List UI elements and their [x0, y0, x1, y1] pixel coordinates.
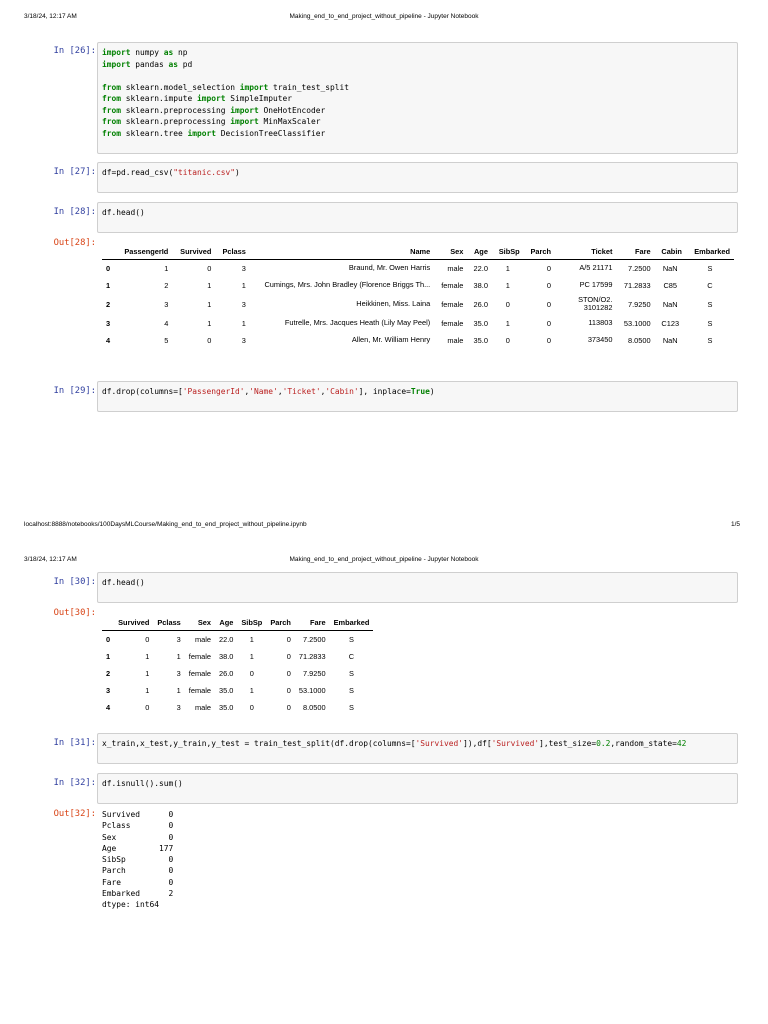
code-cell-32[interactable] — [97, 773, 738, 804]
code-token: 'PassengerId' — [182, 387, 245, 396]
code-token: df.drop(columns=[ — [102, 387, 183, 396]
table-cell: female — [441, 299, 464, 309]
column-header: SibSp — [492, 244, 524, 260]
table-cell: 0 — [145, 634, 150, 644]
column-header: Sex — [185, 615, 215, 631]
print-datetime: 3/18/24, 12:17 AM — [24, 13, 77, 20]
code-token: OneHotEncoder — [258, 105, 326, 115]
code-token: , — [244, 387, 250, 396]
table-cell: S — [349, 702, 354, 712]
code-cell-26[interactable] — [97, 42, 738, 154]
table-cell: 1 — [176, 651, 181, 661]
table-cell: male — [447, 263, 464, 273]
table-cell: 0 — [286, 702, 291, 712]
table-cell: 0 — [249, 668, 254, 678]
code-token: DecisionTreeClassifier — [216, 128, 326, 138]
table-cell: 1 — [207, 280, 212, 290]
code-token: df.head() — [102, 208, 145, 217]
table-cell: 0 — [286, 651, 291, 661]
table-cell: female — [441, 318, 464, 328]
code-token: as — [168, 59, 179, 69]
table-cell: 1 — [145, 651, 150, 661]
code-token: import — [239, 82, 269, 92]
code-token: from — [102, 94, 122, 103]
table-cell: 38.0 — [218, 651, 234, 661]
table-cell: 0 — [505, 299, 510, 309]
code-cell-30[interactable] — [97, 572, 738, 603]
table-cell: S — [707, 263, 713, 273]
column-header: Age — [215, 615, 237, 631]
cell-32-out-prompt: Out[32]: — [53, 809, 96, 819]
table-cell: 0 — [286, 634, 291, 644]
cell-30-in-prompt: In [30]: — [53, 577, 96, 587]
table-cell: female — [188, 651, 211, 661]
cell-26-in-prompt: In [26]: — [53, 46, 96, 56]
code-token: "titanic.csv" — [173, 168, 236, 177]
code-token: from — [102, 82, 122, 92]
table-cell: NaN — [662, 263, 678, 273]
code-token: as — [163, 48, 174, 57]
code-line — [102, 82, 733, 94]
table-cell: A/5 21171 — [579, 263, 613, 272]
table-cell: 0 — [546, 280, 552, 290]
cell-29-in-prompt: In [29]: — [53, 386, 96, 396]
cell-32-in-prompt: In [32]: — [53, 778, 96, 788]
code-token: df.isnull().sum() — [102, 779, 183, 788]
table-cell: 1 — [505, 318, 510, 328]
table-cell: 0 — [207, 335, 212, 345]
row-index: 1 — [106, 280, 111, 290]
table-cell: 26.0 — [473, 299, 488, 309]
table-header-row — [102, 615, 373, 631]
cell-27-in-prompt: In [27]: — [53, 167, 96, 177]
row-index: 3 — [106, 685, 111, 695]
code-line — [102, 738, 733, 750]
print-footer-url: localhost:8888/notebooks/100DaysMLCourse/Making_end_to_end_project_without_pipeline.ipynb — [24, 521, 307, 528]
code-token: ) — [235, 168, 240, 177]
table-cell: C85 — [663, 280, 678, 290]
table-cell: male — [194, 702, 211, 712]
table-row — [102, 631, 373, 648]
code-token: from — [102, 105, 122, 115]
table-cell: 8.0500 — [627, 335, 651, 345]
row-index: 0 — [106, 634, 111, 644]
table-row — [102, 682, 373, 699]
table-cell: 5 — [164, 335, 169, 345]
table-row — [102, 260, 734, 277]
table-cell: 1 — [505, 280, 510, 290]
code-token: import — [230, 105, 259, 115]
code-line — [102, 167, 733, 179]
code-line — [102, 207, 733, 219]
table-cell: 0 — [546, 263, 552, 273]
table-cell: 1 — [505, 263, 510, 273]
code-token: numpy — [130, 48, 164, 57]
row-index: 4 — [106, 335, 111, 345]
code-line — [102, 778, 733, 790]
code-line — [102, 47, 733, 59]
code-token: import — [197, 94, 226, 103]
table-cell: 7.9250 — [302, 668, 326, 678]
dataframe-table-28 — [102, 244, 734, 349]
code-token: import — [102, 59, 131, 69]
table-cell: C — [707, 280, 713, 290]
table-cell: 0 — [546, 335, 552, 345]
code-token: 'Name' — [249, 387, 278, 396]
table-row — [102, 699, 373, 716]
table-cell: NaN — [662, 335, 678, 345]
table-cell: 35.0 — [473, 318, 488, 328]
table-cell: 1 — [207, 299, 212, 309]
code-line — [102, 59, 733, 71]
table-cell: NaN — [662, 299, 678, 309]
code-token: from — [102, 117, 122, 126]
table-cell: 8.0500 — [302, 702, 326, 712]
code-token: sklearn.model_selection — [121, 82, 240, 92]
code-line — [102, 386, 733, 398]
table-cell: 22.0 — [218, 634, 234, 644]
table-cell: 38.0 — [473, 280, 488, 290]
table-cell: 3 — [241, 335, 246, 345]
table-cell: S — [707, 335, 713, 345]
table-cell: female — [441, 280, 464, 290]
row-index: 1 — [106, 651, 111, 661]
code-token: sklearn.preprocessing — [121, 105, 231, 115]
table-cell: S — [349, 634, 354, 644]
table-cell: 0 — [145, 702, 150, 712]
cell-31-in-prompt: In [31]: — [53, 738, 96, 748]
code-token: df.head() — [102, 578, 145, 587]
table-cell: 1 — [249, 685, 254, 695]
column-header: Fare — [295, 615, 330, 631]
table-cell: 3 — [176, 668, 181, 678]
column-header — [102, 244, 115, 260]
isnull-sum-output: Survived 0 Pclass 0 Sex 0 Age 177 SibSp 0 Parch 0 Fare 0 Embarked 2 dtype: int64 — [102, 810, 174, 910]
table-cell: S — [349, 668, 354, 678]
table-row — [102, 665, 373, 682]
code-token: np — [173, 48, 188, 57]
table-cell: 7.9250 — [627, 299, 651, 309]
column-header: Fare — [616, 244, 654, 260]
table-cell: PC 17599 — [579, 279, 613, 289]
table-cell: 0 — [286, 685, 291, 695]
code-token: from — [102, 128, 122, 138]
code-token: import — [187, 128, 217, 138]
code-cell-31[interactable] — [97, 733, 738, 764]
table-cell: 35.0 — [473, 335, 488, 345]
column-header: Ticket — [555, 244, 616, 260]
code-line — [102, 577, 733, 589]
table-cell: male — [447, 335, 464, 345]
code-token: 0.2 — [596, 739, 611, 748]
column-header: Name — [250, 244, 434, 260]
table-cell: Braund, Mr. Owen Harris — [348, 263, 431, 272]
table-cell: Allen, Mr. William Henry — [351, 334, 431, 344]
table-cell: 1 — [249, 634, 254, 644]
code-token: 'Cabin' — [325, 387, 359, 396]
column-header: Parch — [524, 244, 555, 260]
table-cell: 1 — [145, 668, 150, 678]
table-cell: S — [707, 299, 713, 309]
column-header: SibSp — [237, 615, 266, 631]
dataframe-table-30 — [102, 615, 373, 716]
table-cell: 7.2500 — [627, 263, 651, 273]
column-header: Embarked — [330, 615, 374, 631]
table-cell: 3 — [176, 634, 181, 644]
code-token: import — [230, 117, 259, 126]
row-index: 2 — [106, 668, 111, 678]
code-line — [102, 105, 733, 117]
cell-28-in-prompt: In [28]: — [53, 207, 96, 217]
table-cell: 1 — [176, 685, 181, 695]
table-cell: 1 — [249, 651, 254, 661]
code-token: ) — [429, 387, 435, 396]
code-token: , — [320, 387, 326, 396]
table-cell: 1 — [241, 318, 246, 328]
table-cell: 373450 — [587, 334, 613, 344]
table-cell: 2 — [164, 280, 169, 290]
code-token: ]),df[ — [463, 739, 492, 748]
table-cell: 0 — [207, 263, 212, 273]
table-cell: Heikkinen, Miss. Laina — [356, 298, 431, 308]
table-cell: Cumings, Mrs. John Bradley (Florence Briggs Th... — [264, 279, 431, 289]
column-header: Parch — [266, 615, 295, 631]
table-cell: female — [188, 668, 211, 678]
code-token: train_test_split — [268, 82, 350, 92]
table-cell: 3 — [241, 263, 246, 273]
code-token: pd — [178, 59, 193, 69]
code-token: sklearn.impute — [121, 94, 198, 103]
code-line — [102, 128, 733, 140]
table-cell: 1 — [207, 318, 212, 328]
column-header: Survived — [114, 615, 153, 631]
code-token: True — [410, 387, 430, 396]
table-cell: S — [707, 318, 713, 328]
column-header: Pclass — [153, 615, 184, 631]
print-datetime-page2: 3/18/24, 12:17 AM — [24, 556, 77, 563]
table-cell: 4 — [164, 318, 169, 328]
table-row — [102, 332, 734, 349]
code-line — [102, 70, 733, 82]
column-header: Cabin — [655, 244, 686, 260]
code-token: x_train,x_test,y_train,y_test = train_test_split(df.drop(columns=[ — [102, 739, 416, 748]
table-cell: 53.1000 — [298, 685, 326, 695]
code-token: MinMaxScaler — [258, 117, 321, 126]
table-cell: 71.2833 — [298, 651, 326, 661]
column-header: Survived — [172, 244, 215, 260]
table-cell: S — [349, 685, 354, 695]
code-token: df=pd.read_csv( — [102, 168, 174, 177]
code-token: ],test_size= — [539, 739, 597, 748]
code-token: sklearn.tree — [121, 128, 188, 138]
code-token: , — [277, 387, 283, 396]
code-cell-29[interactable] — [97, 381, 738, 412]
table-row — [102, 294, 734, 315]
row-index: 0 — [106, 263, 111, 273]
table-cell: female — [188, 685, 211, 695]
table-cell: 71.2833 — [623, 280, 651, 290]
code-token: SimpleImputer — [225, 94, 293, 103]
column-header — [102, 615, 114, 631]
table-header-row — [102, 244, 734, 260]
row-index: 2 — [106, 299, 111, 309]
table-cell: 3 — [176, 702, 181, 712]
row-index: 3 — [106, 318, 111, 328]
table-cell: 53.1000 — [623, 318, 651, 328]
code-token: 'Ticket' — [282, 387, 321, 396]
table-cell: 0 — [546, 299, 552, 309]
code-token: pandas — [130, 59, 169, 69]
print-title: Making_end_to_end_project_without_pipeline - Jupyter Notebook — [289, 13, 479, 20]
cell-30-out-prompt: Out[30]: — [53, 608, 96, 618]
table-cell: Futrelle, Mrs. Jacques Heath (Lily May Peel) — [284, 317, 431, 327]
table-cell: C — [348, 651, 355, 661]
table-cell: 3 — [241, 299, 246, 309]
code-token: 42 — [676, 739, 687, 748]
table-cell: STON/O2. 3101282 — [578, 294, 613, 312]
table-row — [102, 277, 734, 294]
table-cell: 7.2500 — [302, 634, 326, 644]
code-line — [102, 93, 733, 105]
table-cell: 35.0 — [218, 702, 234, 712]
table-cell: 26.0 — [218, 668, 234, 678]
table-cell: 113803 — [588, 317, 613, 327]
print-page-number: 1/5 — [730, 521, 740, 528]
table-cell: 0 — [286, 668, 291, 678]
code-cell-27[interactable] — [97, 162, 738, 193]
code-line — [102, 116, 733, 128]
table-cell: C123 — [661, 318, 680, 328]
column-header: Sex — [434, 244, 467, 260]
code-token: 'Survived' — [491, 739, 540, 748]
print-title-page2: Making_end_to_end_project_without_pipeline - Jupyter Notebook — [289, 556, 479, 563]
table-cell: 1 — [145, 685, 150, 695]
code-token: sklearn.preprocessing — [121, 117, 231, 126]
table-cell: 0 — [546, 318, 552, 328]
code-token: 'Survived' — [415, 739, 464, 748]
table-cell: 0 — [249, 702, 254, 712]
table-cell: 0 — [505, 335, 510, 345]
column-header: Embarked — [686, 244, 734, 260]
table-row — [102, 315, 734, 332]
code-token: ], inplace= — [358, 387, 411, 396]
table-cell: 1 — [164, 263, 169, 273]
table-cell: male — [194, 634, 211, 644]
column-header: Age — [467, 244, 492, 260]
table-cell: 22.0 — [473, 263, 488, 273]
row-index: 4 — [106, 702, 111, 712]
table-cell: 35.0 — [218, 685, 234, 695]
code-token: ,random_state= — [610, 739, 677, 748]
column-header: Pclass — [215, 244, 250, 260]
code-cell-28[interactable] — [97, 202, 738, 233]
table-row — [102, 648, 373, 665]
code-token: import — [102, 48, 131, 57]
column-header: PassengerId — [115, 244, 172, 260]
table-cell: 3 — [164, 299, 169, 309]
cell-28-out-prompt: Out[28]: — [53, 238, 96, 248]
table-cell: 1 — [241, 280, 246, 290]
